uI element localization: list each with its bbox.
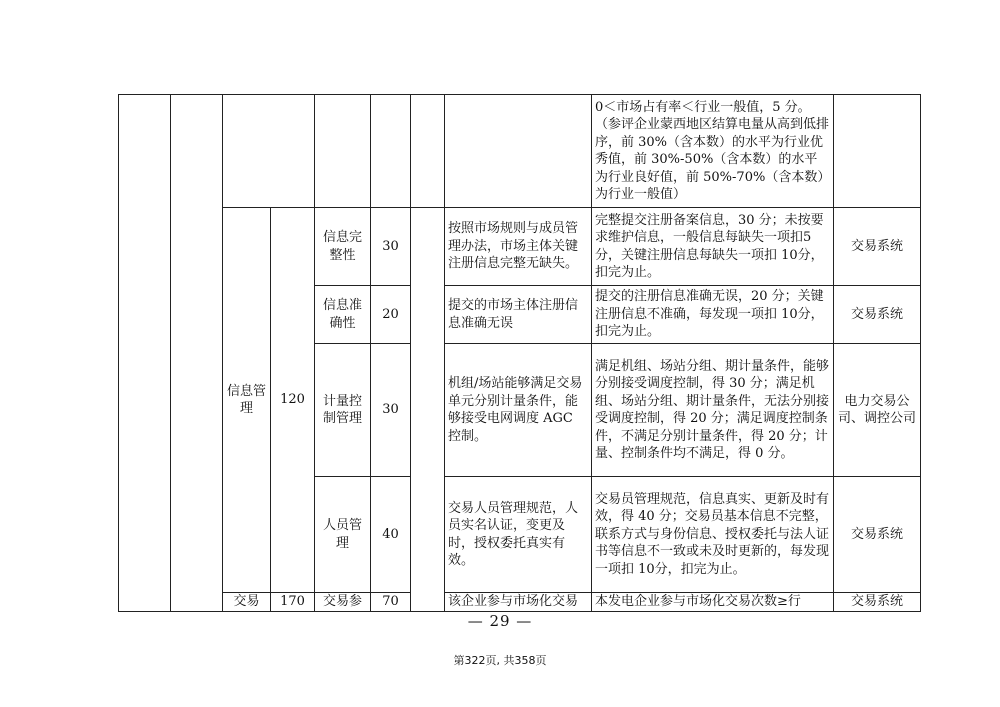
source-cell: 电力交易公司、调控公司	[834, 344, 921, 477]
item-cell: 交易参	[315, 593, 371, 612]
criteria-cell: 完整提交注册备案信息，30 分；未按要求维护信息，一般信息每缺失一项扣5 分，关键注册信息每缺失一项扣 10分，扣完为止。	[592, 208, 834, 286]
score-cell: 20	[371, 286, 411, 344]
requirement-cell: 按照市场规则与成员管理办法，市场主体关键注册信息完整无缺失。	[445, 208, 592, 286]
item-cell: 信息完整性	[315, 208, 371, 286]
source-cell: 交易系统	[834, 286, 921, 344]
requirement-cell: 机组/场站能够满足交易单元分别计量条件，能够接受电网调度 AGC 控制。	[445, 344, 592, 477]
item-cell: 人员管理	[315, 477, 371, 593]
blank-column-3	[411, 95, 445, 208]
item-cell: 信息准确性	[315, 286, 371, 344]
category-score-cell: 120	[271, 208, 315, 593]
item-cell: 计量控制管理	[315, 344, 371, 477]
criteria-cell: 交易员管理规范，信息真实、更新及时有效，得 40 分；交易员基本信息不完整，联系方式与身份信息、授权委托与法人证书等信息不一致或未及时更新的，每发现一项扣 10分，扣完为止。	[592, 477, 834, 593]
score-cell: 30	[371, 208, 411, 286]
category-cell: 信息管理	[223, 208, 271, 593]
requirement-cell: 交易人员管理规范，人员实名认证，变更及时，授权委托真实有效。	[445, 477, 592, 593]
blank-column-2	[171, 95, 223, 612]
page-number: — 29 —	[467, 612, 533, 630]
score-cell: 30	[371, 344, 411, 477]
category-cell	[223, 95, 315, 208]
criteria-cell: 0＜市场占有率＜行业一般值，5 分。（参评企业蒙西地区结算电量从高到低排序，前 30%（含本数）的水平为行业优秀值，前 30%-50%（含本数）的水平为行业良好值，前 50%-70%（含本数）为行业一般值）	[592, 95, 834, 208]
requirement-cell: 该企业参与市场化交易	[445, 593, 592, 612]
requirement-cell	[445, 95, 592, 208]
source-cell: 交易系统	[834, 593, 921, 612]
blank-column-1	[119, 95, 171, 612]
source-cell	[834, 95, 921, 208]
category-score-cell: 170	[271, 593, 315, 612]
page-count: 第322页, 共358页	[453, 654, 547, 667]
criteria-cell: 提交的注册信息准确无误，20 分；关键注册信息不准确，每发现一项扣 10分，扣完为止。	[592, 286, 834, 344]
score-cell	[371, 95, 411, 208]
table-row	[119, 95, 921, 208]
table-row	[119, 208, 921, 286]
requirement-cell: 提交的市场主体注册信息准确无误	[445, 286, 592, 344]
score-cell: 70	[371, 593, 411, 612]
category-cell: 交易	[223, 593, 271, 612]
criteria-cell: 满足机组、场站分组、期计量条件，能够分别接受调度控制，得 30 分；满足机组、场站分组、期计量条件，无法分别接受调度控制，得 20 分；满足调度控制条件，不满足分别计量条件，得 20 分；计量、控制条件均不满足，得 0 分。	[592, 344, 834, 477]
source-cell: 交易系统	[834, 208, 921, 286]
score-cell: 40	[371, 477, 411, 593]
evaluation-table	[118, 94, 921, 612]
item-cell	[315, 95, 371, 208]
source-cell: 交易系统	[834, 477, 921, 593]
table-row	[119, 593, 921, 612]
blank-column-3	[411, 208, 445, 612]
criteria-cell: 本发电企业参与市场化交易次数≥行	[592, 593, 834, 612]
